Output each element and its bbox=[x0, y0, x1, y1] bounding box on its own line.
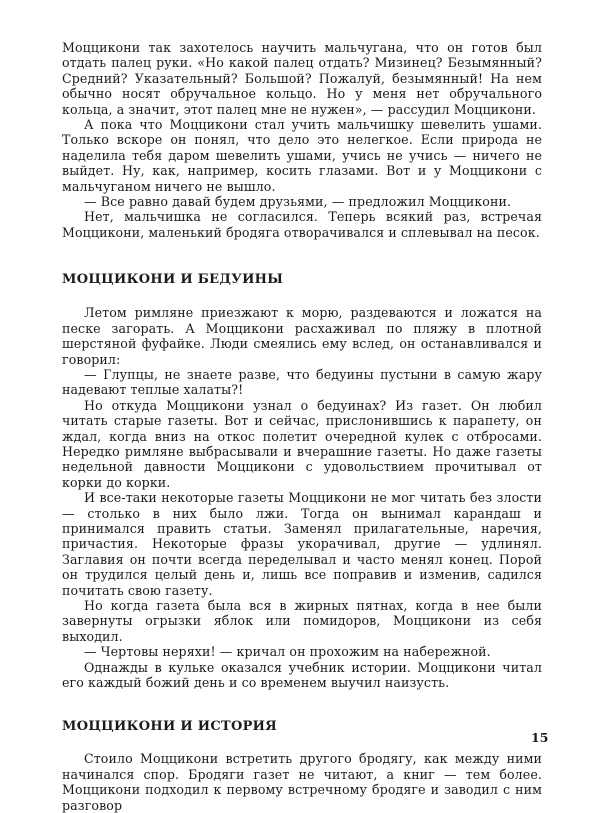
paragraph: — Чертовы неряхи! — кричал он прохожим на набережной. bbox=[84, 644, 491, 660]
paragraph: Стоило Моццикони встретить другого бродягу, как между ними начинался спор. Бродяги газет не читают, а книг — тем более. Моццикони подходил к первому встречному бродяге и заводил с ним разговор bbox=[62, 751, 542, 813]
paragraph: Летом римляне приезжают к морю, раздеваются и ложатся на песке загорать. А Моццикони расхаживал по пляжу в плотной шерстяной фуфайке. Люди смеялись ему вслед, он останавливался и говорил: bbox=[62, 305, 542, 367]
paragraph: И все-таки некоторые газеты Моццикони не мог читать без злости — столько в них было лжи. Тогда он вынимал карандаш и принимался править статьи. Заменял прилагательные, наречия, причастия. Некоторые фразы укорачивал, другие — удлинял. Заглавия он почти всегда переделывал и часто менял конец. Порой он трудился целый день и, лишь все поправив и изменив, садился почитать свою газету. bbox=[62, 490, 542, 598]
section-intro bbox=[62, 40, 542, 240]
paragraph: Однажды в кульке оказался учебник истории. Моццикони читал его каждый божий день и со временем выучил наизусть. bbox=[62, 659, 542, 691]
paragraph: Но когда газета была вся в жирных пятнах, когда в нее были завернуты огрызки яблок или помидоров, Моццикони из себя выходил. bbox=[62, 598, 542, 644]
page-body bbox=[62, 40, 542, 813]
paragraph: Нет, мальчишка не согласился. Теперь всякий раз, встречая Моццикони, маленький бродяга отворачивался и сплевывал на песок. bbox=[62, 209, 542, 240]
page-number: 15 bbox=[531, 730, 549, 745]
paragraph: А пока что Моццикони стал учить мальчишку шевелить ушами. Только вскоре он понял, что дело это нелегкое. Если природа не наделила тебя даром шевелить ушами, учись не учись — ничего не выйдет. Ну, как, например, косить глазами. Вот и у Моццикони с мальчуганом ничего не вышло. bbox=[62, 117, 542, 194]
paragraph: — Все равно давай будем друзьями, — предложил Моццикони. bbox=[84, 194, 512, 210]
section-bedouins bbox=[62, 305, 542, 690]
paragraph: — Глупцы, не знаете разве, что бедуины пустыни в самую жару надевают теплые халаты?! bbox=[62, 366, 542, 398]
section-heading: МОЦЦИКОНИ И БЕДУИНЫ bbox=[62, 272, 284, 288]
paragraph: Но откуда Моццикони узнал о бедуинах? Из газет. Он любил читать старые газеты. Вот и сейчас, прислонившись к парапету, он ждал, когда вниз на откос полетит очередной кулек с отбросами. Нередко римляне выбрасывали и вчерашние газеты. Но даже газеты недельной давности Моццикони с удовольствием прочитывал от корки до корки. bbox=[62, 397, 542, 490]
paragraph: Моццикони так захотелось научить мальчугана, что он готов был отдать палец руки. «Но какой палец отдать? Мизинец? Безымянный? Средний? Указательный? Большой? Пожалуй, безымянный! На нем обычно носят обручальное кольцо. Но у меня нет обручального кольца, а значит, этот палец мне не нужен», — рассудил Моццикони. bbox=[62, 40, 542, 117]
section-history bbox=[62, 751, 542, 813]
section-heading: МОЦЦИКОНИ И ИСТОРИЯ bbox=[62, 719, 278, 735]
